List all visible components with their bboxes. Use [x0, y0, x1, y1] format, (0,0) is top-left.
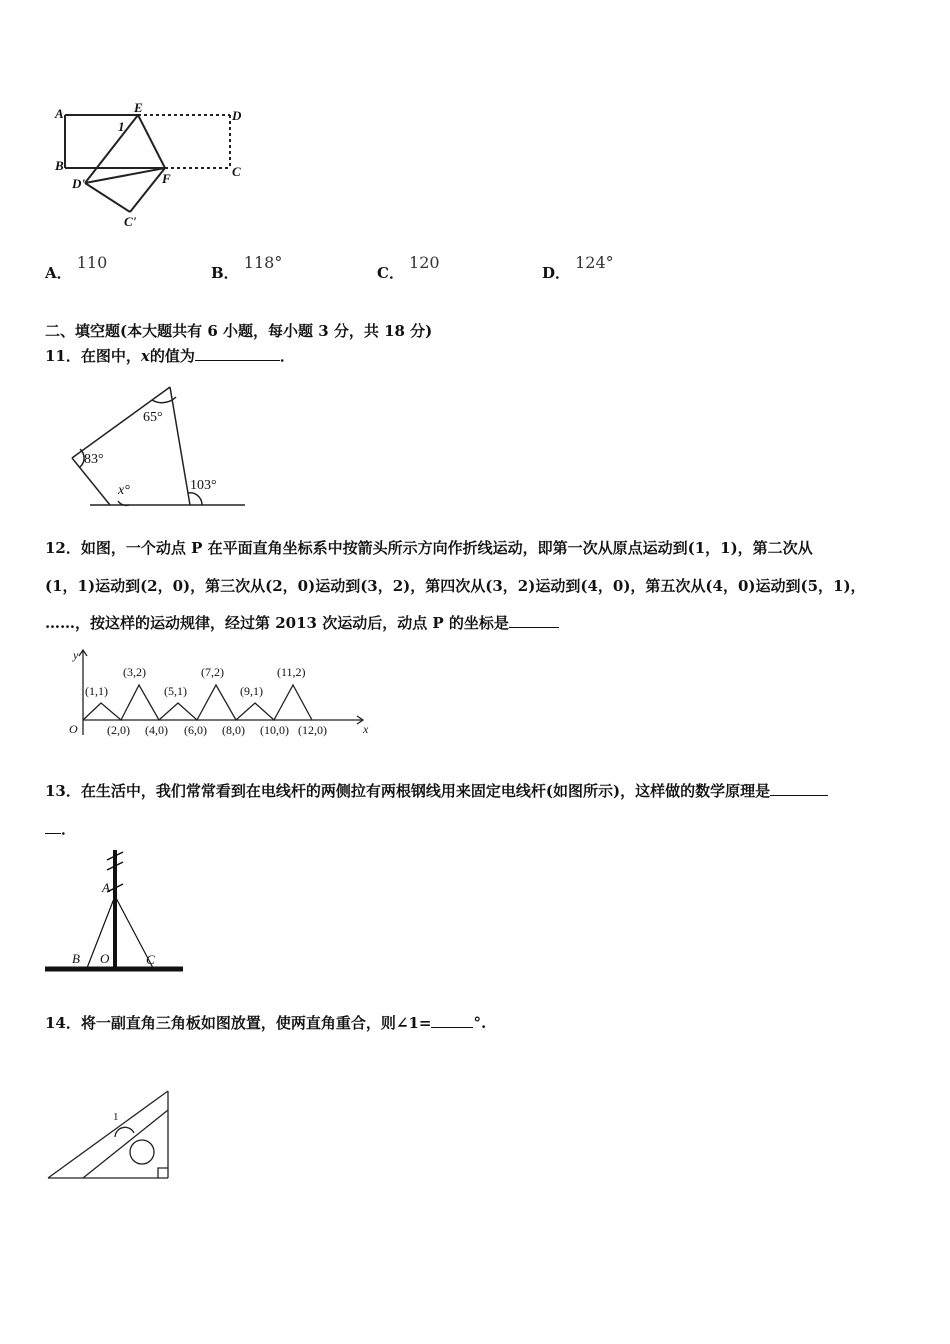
base-label: (2,0) [107, 723, 130, 737]
label-d: D [232, 108, 242, 123]
q13-answer-blank-cont[interactable] [45, 819, 61, 834]
angle-103: 103° [190, 478, 217, 493]
base-label: (12,0) [298, 723, 327, 737]
peak-label: (3,2) [123, 665, 146, 679]
base-label: (8,0) [222, 723, 245, 737]
option-b[interactable]: B． 118° [211, 253, 283, 282]
label-a: A [55, 106, 64, 121]
label-e: E [134, 100, 143, 115]
pole-label-a: A [102, 880, 110, 895]
q12-line3: ……，按这样的运动规律，经过第 2013 次运动后，动点 P 的坐标是 [45, 612, 559, 633]
q11-text: 11．在图中，x的值为 ． [45, 347, 295, 365]
label-c-prime: C' [124, 214, 137, 229]
label-c: C [232, 164, 241, 179]
q11-figure [60, 375, 260, 515]
q11-answer-blank[interactable] [195, 346, 280, 361]
q10-figure [50, 100, 260, 230]
section-heading: 二、填空题(本大题共有 6 小题，每小题 3 分，共 18 分) [45, 322, 433, 340]
base-label: (10,0) [260, 723, 289, 737]
angle-x: x° [118, 483, 130, 498]
angle-83: 83° [84, 452, 104, 467]
peak-label: (5,1) [164, 684, 187, 698]
option-a[interactable]: A． 110 [45, 253, 108, 282]
option-c[interactable]: C． 120 [377, 253, 440, 282]
label-b: B [55, 158, 64, 173]
q13-figure [45, 848, 190, 976]
option-d[interactable]: D． 124° [542, 253, 614, 282]
peak-label: (1,1) [85, 684, 108, 698]
q12-line1: 12．如图，一个动点 P 在平面直角坐标系中按箭头所示方向作折线运动，即第一次从原点运动到(1，1)，第二次从 [45, 539, 813, 557]
angle-1-label: 1 [113, 1111, 119, 1123]
pole-label-c: C [146, 952, 155, 967]
q11-variable: x [140, 347, 150, 365]
label-f: F [162, 171, 171, 186]
q12-figure [45, 645, 385, 745]
y-axis-label: y [73, 648, 79, 662]
x-axis-label: x [363, 722, 369, 736]
q13-answer-blank[interactable] [770, 781, 828, 796]
base-label: (6,0) [184, 723, 207, 737]
q12-answer-blank[interactable] [509, 613, 559, 628]
peak-label: (11,2) [277, 665, 306, 679]
label-d-prime: D' [72, 176, 85, 191]
peak-label: (9,1) [240, 684, 263, 698]
q13-line2: ． [45, 818, 76, 839]
base-label: (4,0) [145, 723, 168, 737]
origin-label: O [69, 722, 78, 736]
q13-line1: 13．在生活中，我们常常看到在电线杆的两侧拉有两根钢线用来固定电线杆(如图所示)，这样做的数学原理是 [45, 780, 828, 801]
angle-65: 65° [143, 410, 163, 425]
peak-label: (7,2) [201, 665, 224, 679]
q14-answer-blank[interactable] [431, 1013, 473, 1028]
q14-figure [45, 1088, 175, 1183]
pole-label-b: B [72, 951, 80, 966]
pole-label-o: O [100, 951, 110, 966]
q12-line2: (1，1)运动到(2，0)，第三次从(2，0)运动到(3，2)，第四次从(3，2)运动到(4，0)，第五次从(4，0)运动到(5，1)， [45, 577, 866, 595]
label-angle-1: 1 [118, 119, 125, 134]
q14-text: 14．将一副直角三角板如图放置，使两直角重合，则∠1= °. [45, 1014, 487, 1032]
